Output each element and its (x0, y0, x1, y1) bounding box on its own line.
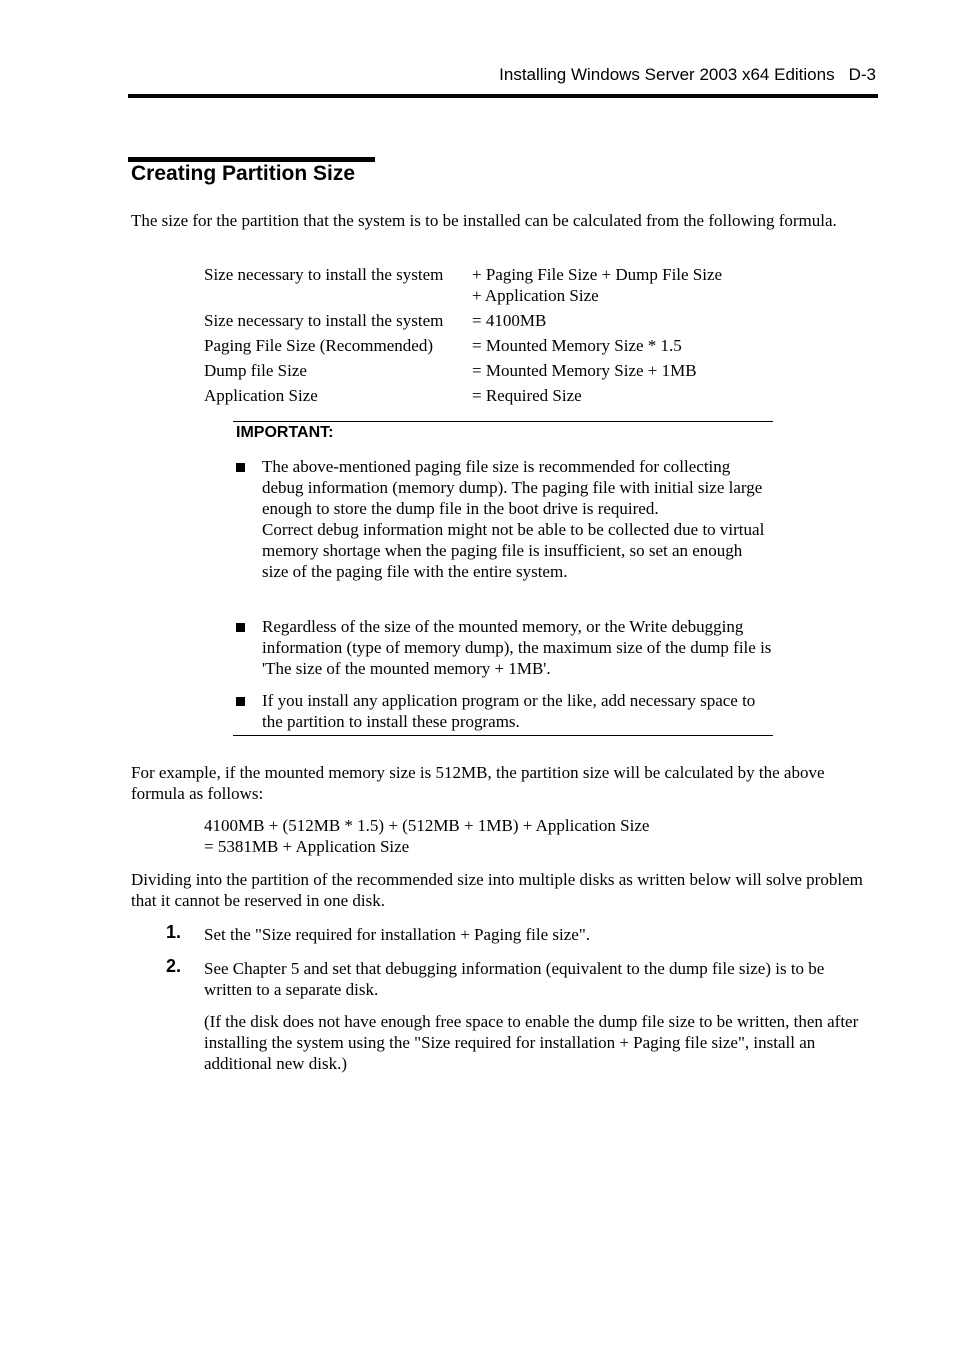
bullet-text: Regardless of the size of the mounted memory, or the Write debugging information (type of memory dump), the maximum size of the dump file is 'The size of the mounted memory + 1MB'. (262, 617, 772, 678)
page-number: D-3 (848, 65, 876, 84)
formula-rhs: = 4100MB (472, 311, 547, 330)
example-paragraph: For example, if the mounted memory size is 512MB, the partition size will be calculated by the above formula as follows: (131, 763, 825, 803)
formula-lhs: Paging File Size (Recommended) (204, 336, 433, 355)
header-rule (128, 94, 878, 98)
formula-rhs: = Mounted Memory Size * 1.5 (472, 336, 682, 355)
bullet-square-icon (236, 463, 245, 472)
important-bullet (236, 690, 776, 732)
bullet-text-continued: Correct debug information might not be able to be collected due to virtual memory shortage when the paging file is insufficient, so set an enough size of the paging file with the entire system. (262, 520, 765, 581)
important-top-rule (233, 421, 773, 422)
step-text: Set the "Size required for installation + Paging file size". (204, 925, 591, 944)
running-header-title: Installing Windows Server 2003 x64 Editions (499, 65, 835, 84)
formula-rhs-continued: + Application Size (472, 286, 599, 305)
step-text: See Chapter 5 and set that debugging information (equivalent to the dump file size) is to be written to a separate disk. (204, 959, 825, 999)
step-note: (If the disk does not have enough free space to enable the dump file size to be written, then after installing the system using the "Size required for installation + Paging file size", install an additional new disk.) (204, 1012, 859, 1073)
formula-rhs: + Paging File Size + Dump File Size (472, 265, 723, 284)
formula-lhs: Size necessary to install the system (204, 265, 444, 284)
step-number: 1. (166, 922, 182, 942)
step-item (166, 958, 876, 1074)
section-title: Creating Partition Size (131, 162, 356, 185)
important-label: IMPORTANT: (236, 424, 334, 441)
bullet-square-icon (236, 623, 245, 632)
formula-rhs: = Mounted Memory Size + 1MB (472, 361, 697, 380)
important-bottom-rule (233, 735, 773, 736)
running-header (128, 65, 876, 85)
intro-paragraph: The size for the partition that the system is to be installed can be calculated from the following formula. (131, 211, 837, 230)
formula-lhs: Dump file Size (204, 361, 307, 380)
dividing-paragraph: Dividing into the partition of the recommended size into multiple disks as written below will solve problem that it cannot be reserved in one disk. (131, 870, 863, 910)
example-calculation: 4100MB + (512MB * 1.5) + (512MB + 1MB) + Application Size (204, 816, 650, 835)
bullet-text: The above-mentioned paging file size is recommended for collecting debug information (memory dump). The paging file with initial size large enough to store the dump file in the boot drive is required. (262, 457, 763, 518)
bullet-square-icon (236, 697, 245, 706)
formula-lhs: Size necessary to install the system (204, 311, 444, 330)
step-number: 2. (166, 956, 182, 976)
formula-rhs: = Required Size (472, 386, 582, 405)
bullet-text: If you install any application program or the like, add necessary space to the partition to install these programs. (262, 691, 756, 731)
example-result: = 5381MB + Application Size (204, 837, 410, 856)
step-item (166, 924, 876, 945)
important-bullet (236, 616, 776, 679)
important-bullet (236, 456, 776, 582)
formula-lhs: Application Size (204, 386, 318, 405)
